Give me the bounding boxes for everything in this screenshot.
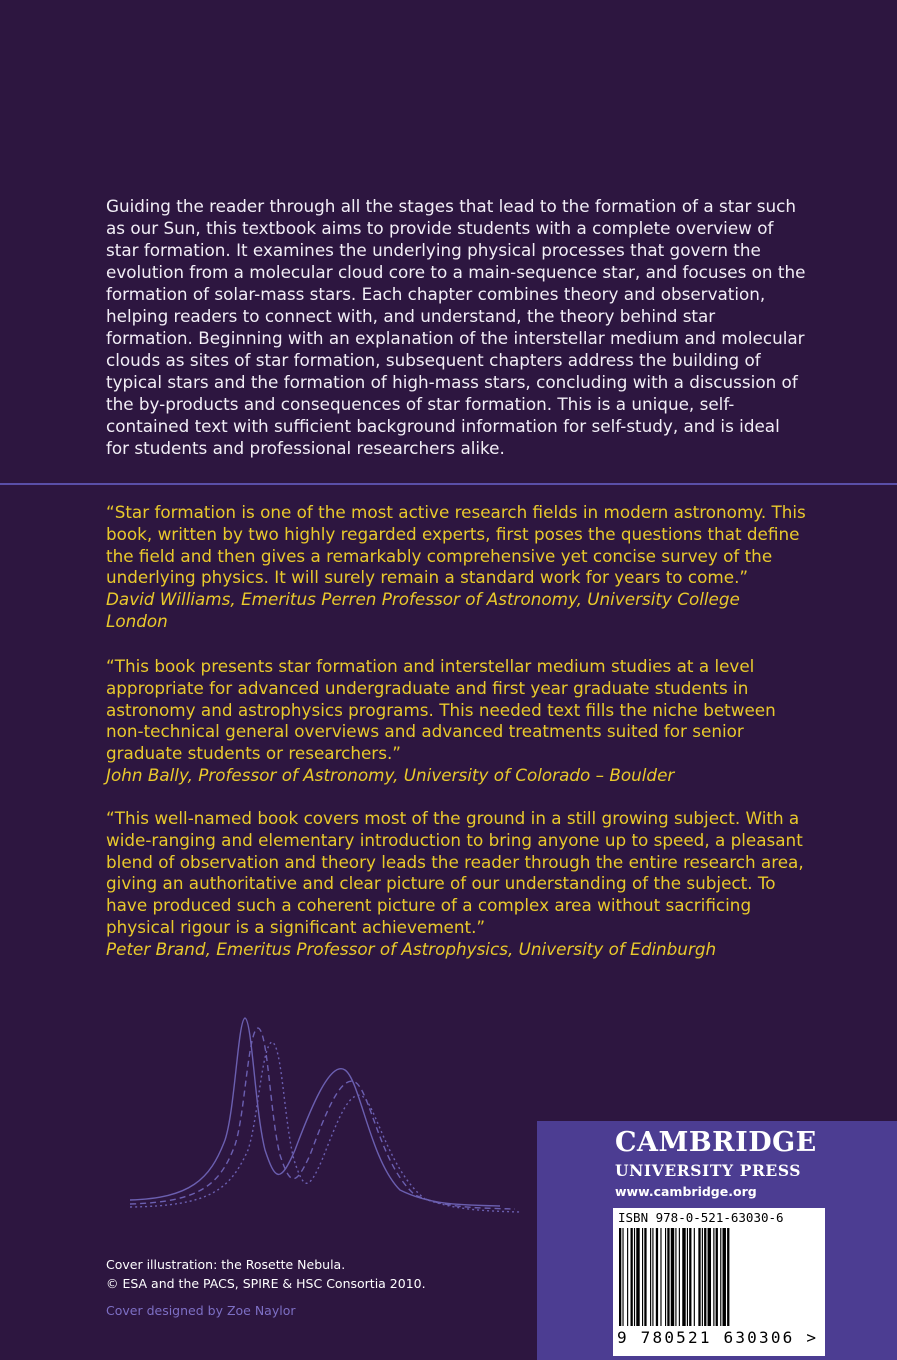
barcode-bar [682, 1228, 685, 1326]
book-description: Guiding the reader through all the stages that lead to the formation of a star such as our Sun, this textbook aims to provide students with a complete overview of star formation. It examines the underlying physical processes that govern the evolution from a molecular cloud core to a main-sequence star, and focuses on the formation of solar-mass stars. Each chapter combines theory and observation, helping readers to connect with, and understand, the theory behind star formation. Beginning with an explanation of the interstellar medium and molecular clouds as sites of star formation, subsequent chapters address the building of typical stars and the formation of high-mass stars, concluding with a discussion of the by-products and consequences of star formation. This is a unique, self-contained text with sufficient background information for self-study, and is ideal for students and professional researchers alike. [106, 196, 806, 458]
isbn-label: ISBN 978-0-521-63030-6 [618, 1210, 784, 1225]
barcode-bar [665, 1228, 666, 1326]
barcode-bar [698, 1228, 700, 1326]
quote-attribution: David Williams, Emeritus Perren Professor of Astronomy, University College London [106, 589, 740, 631]
barcode-bar [650, 1228, 651, 1326]
barcode-icon [619, 1228, 819, 1326]
barcode-bar [723, 1228, 726, 1326]
barcode-bar [702, 1228, 703, 1326]
barcode-bar [704, 1228, 706, 1326]
barcode-bar [631, 1228, 633, 1326]
cover-illustration-credit: Cover illustration: the Rosette Nebula. [106, 1257, 346, 1272]
barcode-bar [660, 1228, 661, 1326]
barcode-bar [656, 1228, 658, 1326]
barcode-bar [636, 1228, 639, 1326]
section-divider [0, 483, 897, 485]
barcode-bar [622, 1228, 623, 1326]
review-quote [106, 502, 806, 633]
barcode-bar [679, 1228, 680, 1326]
barcode-bar [634, 1228, 635, 1326]
quote-text: “This book presents star formation and interstellar medium studies at a level appropriate for advanced undergraduate and first year graduate students in astronomy and astrophysics programs. This needed text fills the niche between non-technical general overviews and advanced treatments suited for senior graduate students or researchers.” [106, 656, 776, 764]
publisher-url: www.cambridge.org [615, 1184, 757, 1199]
barcode-bar [708, 1228, 711, 1326]
barcode-bar [727, 1228, 729, 1326]
publisher-subtitle: UNIVERSITY PRESS [615, 1161, 802, 1180]
cover-credits [106, 1255, 426, 1293]
review-quote [106, 656, 806, 787]
barcode-bar [627, 1228, 628, 1326]
copyright-credit: © ESA and the PACS, SPIRE & HSC Consortia 2010. [106, 1276, 426, 1291]
barcode-bar [713, 1228, 714, 1326]
barcode-box [613, 1208, 825, 1356]
barcode-digits: 9 780521 630306 > [617, 1328, 819, 1347]
barcode-bar [720, 1228, 721, 1326]
publisher-panel [537, 1121, 897, 1360]
barcode-bar [694, 1228, 695, 1326]
barcode-bar [652, 1228, 653, 1326]
barcode-bar [644, 1228, 646, 1326]
quote-attribution: John Bally, Professor of Astronomy, University of Colorado – Boulder [106, 764, 675, 785]
barcode-bar [671, 1228, 674, 1326]
quote-text: “Star formation is one of the most active research fields in modern astronomy. This book, written by two highly regarded experts, first poses the questions that define the field and then gives a remarkably comprehensive yet concise survey of the underlying physics. It will surely remain a standard work for years to come.” [106, 502, 806, 588]
publisher-name: CAMBRIDGE [615, 1127, 817, 1158]
spectral-curves-illustration [130, 1000, 530, 1220]
quote-attribution: Peter Brand, Emeritus Professor of Astrophysics, University of Edinburgh [106, 938, 717, 959]
quote-text: “This well-named book covers most of the ground in a still growing subject. With a wide-ranging and elementary introduction to bring anyone up to speed, a pleasant blend of observation and theory leads the reader through the entire research area, giving an authoritative and clear picture of our understanding of the subject. To have produced such a coherent picture of a complex area without sacrificing physical rigour is a significant achievement.” [106, 808, 804, 937]
cover-designer-credit: Cover designed by Zoe Naylor [106, 1303, 296, 1318]
barcode-bar [667, 1228, 669, 1326]
barcode-bar [619, 1228, 621, 1326]
barcode-bar [687, 1228, 688, 1326]
barcode-bar [716, 1228, 718, 1326]
barcode-bar [675, 1228, 676, 1326]
review-quote [106, 808, 806, 961]
barcode-bar [689, 1228, 691, 1326]
barcode-bar [642, 1228, 643, 1326]
